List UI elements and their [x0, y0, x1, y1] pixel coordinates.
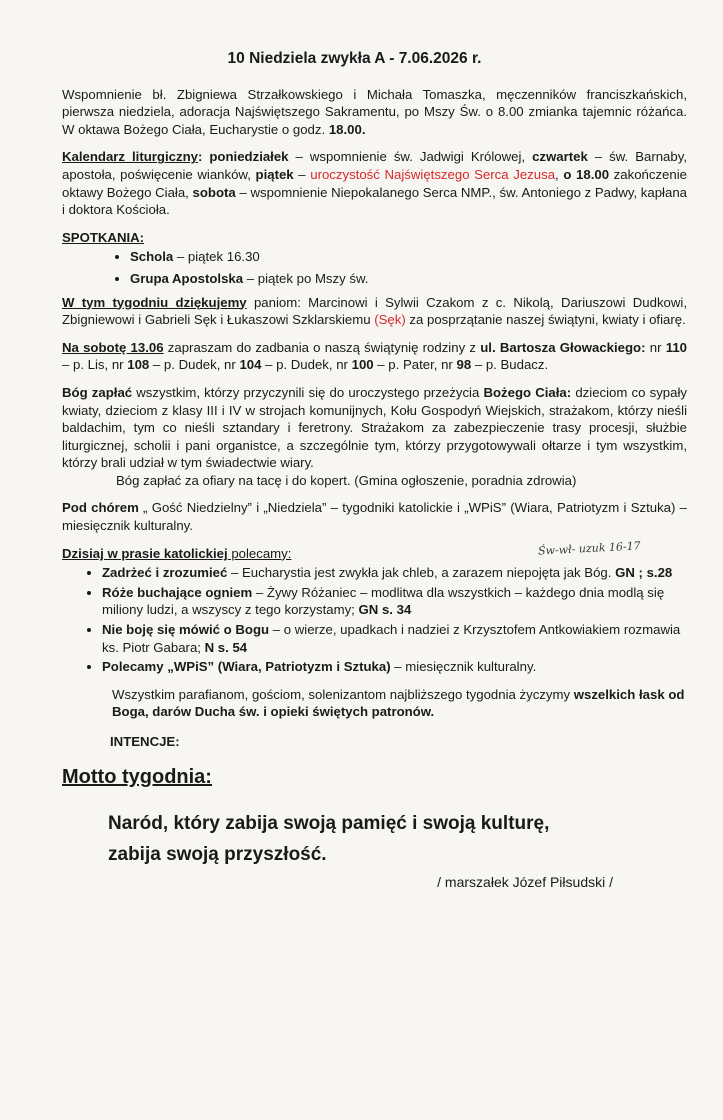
- god-bless-text2: dzieciom co sypały kwiaty, dzieciom z klasy III i IV w strojach komunijnych, Kołu Gospodyń Wiejskich, strażakom, którzy nieśli baldachim, tym co nieśli sztandary i feretrony. Strażakom za zabezpieczenie trasy procesji, służbie liturgicznej, scholii i pani organistce, a szczególnie tym, którzy przygotowywali ołtarze i tym wszystkim, którzy brali udział w tym świadectwie wiary.: [62, 384, 687, 471]
- press-item-title: Nie boję się mówić o Bogu: [102, 622, 270, 638]
- press-list: [62, 564, 687, 676]
- calendar-monday-text: – wspomnienie św. Jadwigi Królowej,: [288, 149, 533, 165]
- intro-time: 18.00.: [328, 121, 366, 137]
- list-item: [130, 248, 687, 266]
- intro-paragraph: [62, 86, 687, 139]
- house-number: 100: [351, 357, 374, 373]
- calendar-heading: Kalendarz liturgiczny: [62, 149, 198, 165]
- press-section: [62, 545, 687, 676]
- choir-lead: Pod chórem: [62, 500, 139, 516]
- calendar-thursday-text: – św. Barnaby, apostoła, poświęcenie wianków,: [62, 149, 687, 182]
- press-heading-tail: polecamy:: [227, 545, 292, 561]
- calendar-friday-text: zakończenie oktawy Bożego Ciała,: [62, 166, 687, 200]
- choir-text: „ Gość Niedzielny” i „Niedziela” – tygodniki katolickie i „WPiS” (Wiara, Patriotyzm i Sztuka) – miesięcznik kulturalny.: [62, 500, 687, 534]
- list-item: [102, 621, 687, 656]
- house-number: 110: [665, 339, 687, 355]
- family-name: – p. Dudek, nr: [149, 357, 240, 373]
- meeting-detail: – piątek 16.30: [173, 249, 260, 265]
- press-item-text: – miesięcznik kulturalny.: [390, 659, 537, 675]
- page-title: 10 Niedziela zwykła A - 7.06.2026 r.: [227, 50, 482, 67]
- family-name: – p. Pater, nr: [373, 357, 457, 373]
- motto-line-1: Naród, który zabija swoją pamięć i swoją kulturę,: [108, 813, 550, 835]
- family-name: – p. Dudek, nr: [261, 357, 352, 373]
- saturday-text: zapraszam do zadbania o naszą świątynię rodziny z: [163, 339, 481, 355]
- motto-heading: Motto tygodnia:: [62, 765, 212, 788]
- family-name: – p. Lis, nr: [62, 357, 128, 373]
- press-item-text: – Żywy Różaniec – modlitwa dla wszystkich – każdego dnia modlą się miliony ludzi, a wszyscy z tego korzystamy;: [102, 584, 665, 618]
- god-bless-paragraph: [62, 384, 687, 472]
- house-number: 108: [127, 357, 150, 373]
- press-item-text: – o wierze, upadkach i nadziei z Krzysztofem Antkowiakiem rozmawia ks. Piotr Gabara;: [102, 622, 681, 655]
- press-item-title: Zadrżeć i zrozumieć: [102, 565, 228, 581]
- house-number: 98: [456, 357, 472, 373]
- thanks-week-red: (Sęk): [374, 312, 406, 328]
- meeting-detail: – piątek po Mszy św.: [243, 270, 369, 286]
- saturday-cleaning: [62, 339, 687, 374]
- intro-text: Wspomnienie bł. Zbigniewa Strzałkowskiego i Michała Tomaszka, męczenników franciszkańskich, pierwsza niedziela, adoracja Najświętszego Sakramentu, po Mszy Św. o 8.00 zmianka tajemnic różańca. W oktawa Bożego Ciała, Eucharystie o godz.: [62, 86, 687, 137]
- calendar-saturday-text: – wspomnienie Niepokalanego Serca NMP., św. Antoniego z Padwy, kapłana i doktora Kościoła.: [62, 184, 687, 218]
- god-bless-bold: Bożego Ciała:: [483, 384, 572, 400]
- list-item: [102, 584, 687, 619]
- saturday-heading: Na sobotę 13.06: [62, 339, 164, 355]
- motto-line-2: zabija swoją przyszłość.: [108, 844, 327, 866]
- god-bless-text: wszystkim, którzy przyczynili się do uroczystego przeżycia: [132, 384, 484, 400]
- wishes-bold: wszelkich łask od Boga, darów Ducha św. i opieki świętych patronów.: [112, 686, 685, 720]
- calendar-thursday-label: czwartek: [532, 149, 588, 165]
- list-item: [102, 658, 687, 676]
- calendar-friday-time: o 18.00: [563, 166, 610, 182]
- calendar-friday-solemnity: uroczystość Najświętszego Serca Jezusa: [310, 166, 556, 182]
- calendar-monday-label: poniedziałek: [209, 149, 289, 165]
- calendar-colon: :: [197, 149, 203, 165]
- wishes-paragraph: [62, 686, 687, 721]
- calendar-friday-dash: –: [293, 166, 311, 182]
- motto-quote: [62, 808, 687, 870]
- thanks-week-text2: za posprzątanie naszej świątyni, kwiaty i ofiarę.: [405, 312, 686, 328]
- thanks-week-text: paniom: Marcinowi i Sylwii Czakom z c. Nikolą, Dariuszowi Dudkowi, Zbigniewowi i Gabrieli Sęk i Łukaszowi Szklarskiemu: [62, 294, 687, 328]
- offerings-line: Bóg zapłać za ofiary na tacę i do kopert. (Gmina ogłoszenie, poradnia zdrowia): [116, 472, 577, 488]
- calendar-friday-label: piątek: [255, 166, 294, 182]
- calendar-saturday-label: sobota: [192, 184, 236, 200]
- liturgical-calendar: [62, 148, 687, 218]
- list-item: [102, 564, 687, 582]
- house-number: 104: [239, 357, 262, 373]
- press-item-ref: GN s. 34: [358, 602, 412, 618]
- god-bless-lead: Bóg zapłać: [62, 384, 133, 400]
- press-item-text: – Eucharystia jest zwykła jak chleb, a zarazem niepojęta jak Bóg.: [227, 565, 616, 581]
- press-item-title: Róże buchające ogniem: [102, 584, 253, 600]
- saturday-nr: nr: [645, 339, 666, 355]
- meetings-list: [62, 248, 687, 287]
- meetings-heading: SPOTKANIA:: [62, 229, 145, 245]
- press-item-title: Polecamy „WPiS” (Wiara, Patriotyzm i Sztuka): [102, 659, 391, 675]
- list-item: [130, 270, 687, 288]
- meeting-name: Grupa Apostolska: [130, 270, 244, 286]
- intentions-label: INTENCJE:: [110, 734, 180, 749]
- handwritten-note: Św-wł- uzuk 16-17: [537, 539, 641, 558]
- calendar-friday-sep: ,: [555, 166, 564, 182]
- family-name: – p. Budacz.: [471, 357, 549, 373]
- wishes-text: Wszystkim parafianom, gościom, solenizantom najbliższego tygodnia życzymy: [112, 686, 574, 702]
- thanks-week-heading: W tym tygodniu dziękujemy: [62, 294, 247, 310]
- motto-author: / marszałek Józef Piłsudski /: [437, 874, 613, 891]
- press-heading: Dzisiaj w prasie katolickiej: [62, 545, 228, 561]
- meeting-name: Schola: [130, 249, 174, 265]
- press-item-ref: GN ; s.28: [615, 565, 673, 581]
- press-item-ref: N s. 54: [204, 639, 248, 655]
- meetings-section: [62, 229, 687, 288]
- thanks-week-paragraph: [62, 294, 687, 329]
- saturday-street: ul. Bartosza Głowackiego:: [480, 339, 646, 355]
- choir-paragraph: [62, 499, 687, 534]
